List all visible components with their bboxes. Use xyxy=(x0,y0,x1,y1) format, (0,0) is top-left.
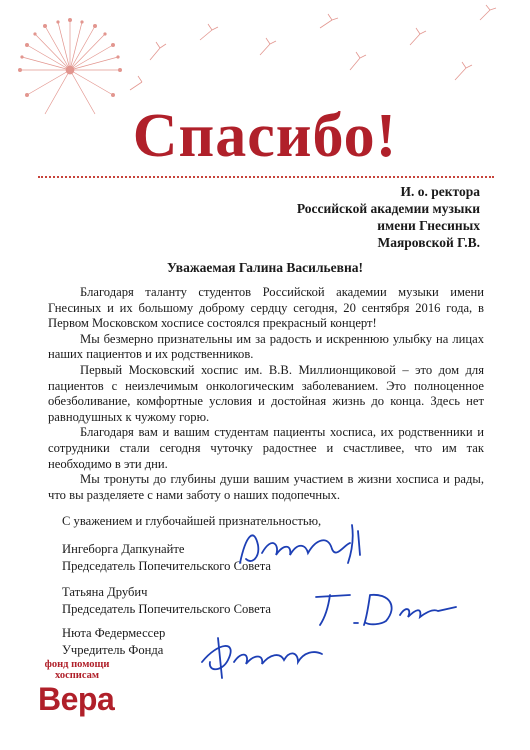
signature-federmesser xyxy=(198,632,338,680)
letter-title: Спасибо! xyxy=(132,102,398,170)
logo-line: хосписам xyxy=(54,670,100,681)
paragraph: Мы тронуты до глубины души вашим участием в жизни хосписа и рады, что вы разделяете с нами заботу о наших подопечных. xyxy=(48,472,484,502)
closing-line: С уважением и глубочайшей признательностью, xyxy=(62,514,322,528)
addressee-line: имени Гнесиных xyxy=(377,218,480,233)
letter-body xyxy=(48,285,484,503)
signatory-block xyxy=(62,625,165,659)
logo-line: фонд помощи xyxy=(44,659,110,670)
signature-dapkunaite xyxy=(232,515,382,575)
signatory-block xyxy=(62,584,271,618)
addressee-block xyxy=(180,183,480,251)
signatory-name: Татьяна Друбич xyxy=(62,585,148,599)
addressee-line: Маяровской Г.В. xyxy=(377,235,480,250)
paragraph: Мы безмерно признательны им за радость и искреннюю улыбку на лицах наших пациентов и их родственников. xyxy=(48,331,484,362)
addressee-line: И. о. ректора xyxy=(400,184,480,199)
foundation-logo-caption xyxy=(42,659,112,681)
signatory-name: Нюта Федермессер xyxy=(62,626,166,640)
paragraph: Первый Московский хоспис им. В.В. Миллионщиковой – это дом для пациентов с неизлечимым онкологическим заболеванием. Это полноценное обезболивание, комфортные условия и достойная жизнь до конца. Здесь нет равнодушных к чужому горю. xyxy=(48,362,484,424)
signatory-role: Учредитель Фонда xyxy=(62,643,164,657)
foundation-logo: Вера xyxy=(38,681,115,717)
greeting: Уважаемая Галина Васильевна! xyxy=(167,260,363,275)
paragraph: Благодаря вам и вашим студентам пациенты хосписа, их родственники и сотрудники стали сегодня чуточку радостнее и счастливее, что им так необходимо в эти дни. xyxy=(48,425,484,471)
signature-drubich xyxy=(310,585,460,635)
signatory-name: Ингеборга Дапкунайте xyxy=(62,542,185,556)
dotted-divider xyxy=(38,176,494,178)
paragraph: Благодаря таланту студентов Российской академии музыки имени Гнесиных и их большому доброму сердцу сегодня, 20 сентября 2016 года, в Первом Московском хосписе состоялся прекрасный концерт! xyxy=(48,285,484,331)
signatory-role: Председатель Попечительского Совета xyxy=(62,602,272,616)
signatory-role: Председатель Попечительского Совета xyxy=(62,559,272,573)
addressee-line: Российской академии музыки xyxy=(296,201,480,216)
